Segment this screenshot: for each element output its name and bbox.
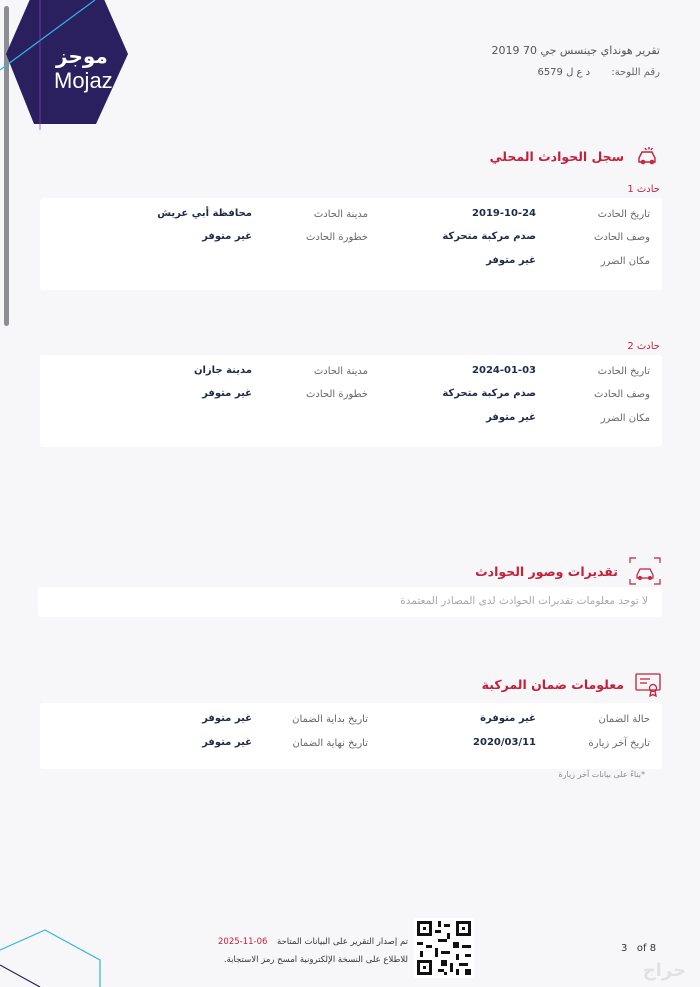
corner-decoration-icon	[0, 920, 110, 987]
field-label: خطورة الحادث	[306, 389, 368, 400]
field-label: تاريخ الحادث	[597, 209, 650, 220]
field-label: مكان الضرر	[600, 256, 650, 267]
car-photo-icon	[628, 556, 662, 586]
accident-description: صدم مركبة متحركة	[442, 388, 536, 399]
accident-city: محافظة أبي عريش	[157, 208, 252, 219]
accident-1-label: حادث 1	[627, 184, 660, 195]
warranty-last-visit: 2020/03/11	[473, 737, 536, 748]
page-total: of 8	[636, 943, 657, 954]
accident-city: مدينة جازان	[193, 365, 252, 376]
page-current: 3	[621, 943, 628, 954]
issued-date: 2025-11-06	[218, 937, 268, 947]
accident-date: 2019-10-24	[472, 208, 536, 219]
accident-severity: غير متوفر	[202, 388, 252, 399]
empty-message: لا توجد معلومات تقديرات الحوادث لدى المصادر المعتمدة	[400, 595, 648, 607]
accident-damage: غير متوفر	[486, 255, 536, 266]
certificate-icon	[634, 670, 662, 698]
warranty-status: غير متوفرة	[480, 713, 536, 724]
field-label: تاريخ نهاية الضمان	[292, 738, 368, 749]
warranty-note: *بناءً على بيانات آخر زيارة	[558, 770, 645, 779]
field-label: حالة الضمان	[598, 714, 650, 725]
field-label: خطورة الحادث	[306, 232, 368, 243]
watermark: حراج	[642, 960, 686, 981]
section-title: معلومات ضمان المركبة	[481, 676, 624, 692]
accident-card	[40, 198, 662, 290]
accident-severity: غير متوفر	[202, 231, 252, 242]
field-label: تاريخ بداية الضمان	[292, 714, 368, 725]
accident-2-label: حادث 2	[627, 341, 660, 352]
report-title: تقرير هونداي جينسس جي 70 2019	[491, 44, 660, 57]
car-crash-icon	[634, 142, 662, 170]
page-indicator	[621, 943, 656, 954]
warranty-end: غير متوفر	[202, 737, 252, 748]
accident-date: 2024-01-03	[472, 365, 536, 376]
plate-value: د ع ل 6579	[537, 67, 591, 78]
qr-code[interactable]	[414, 918, 474, 978]
field-label: تاريخ الحادث	[597, 366, 650, 377]
section-title: سجل الحوادث المحلي	[489, 148, 624, 164]
section-title: تقديرات وصور الحوادث	[475, 563, 618, 579]
field-label: مدينة الحادث	[313, 209, 368, 220]
plate-label: رقم اللوحة:	[611, 67, 660, 78]
accident-damage: غير متوفر	[486, 412, 536, 423]
issued-text: تم إصدار التقرير على البيانات المتاحة	[276, 937, 408, 947]
field-label: وصف الحادث	[593, 389, 650, 400]
mojaz-logo	[0, 0, 140, 130]
accident-card	[40, 355, 662, 447]
field-label: تاريخ آخر زيارة	[588, 738, 650, 749]
field-label: مكان الضرر	[600, 413, 650, 424]
warranty-card	[40, 703, 662, 769]
logo-english-text: Mojaz	[54, 68, 113, 93]
estimates-header	[475, 556, 662, 586]
scan-instructions: للاطلاع على النسخة الإلكترونية امسح رمز الاستجابة.	[223, 955, 408, 965]
field-label: مدينة الحادث	[313, 366, 368, 377]
plate-number	[537, 67, 660, 78]
field-label: وصف الحادث	[593, 232, 650, 243]
local-accidents-header	[490, 142, 662, 170]
warranty-start: غير متوفر	[202, 713, 252, 724]
logo-arabic-text: موجز	[56, 44, 108, 68]
accident-description: صدم مركبة متحركة	[442, 231, 536, 242]
estimates-empty-card	[38, 587, 662, 617]
warranty-header	[482, 670, 662, 698]
